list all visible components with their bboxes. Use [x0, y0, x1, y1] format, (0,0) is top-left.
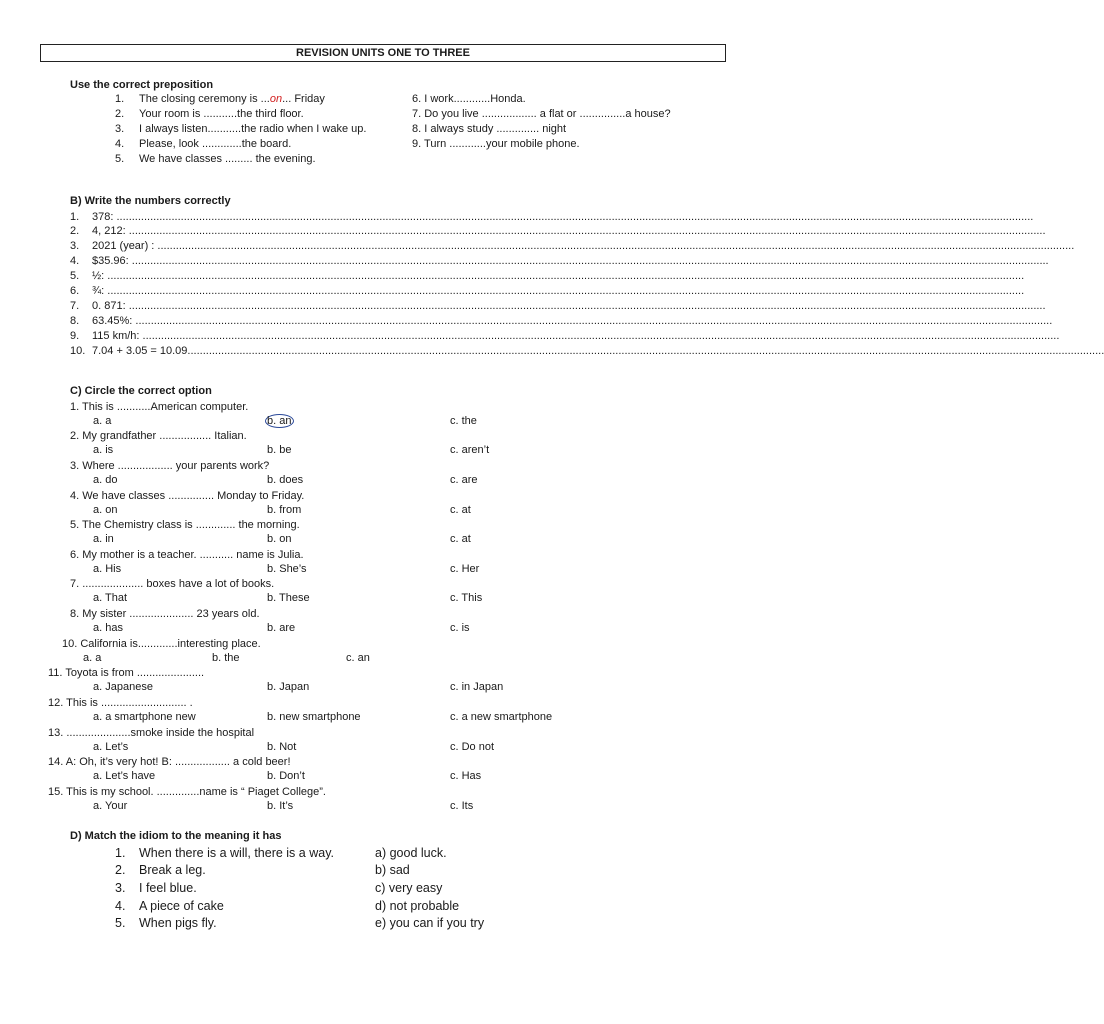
section-a-heading: Use the correct preposition	[70, 79, 214, 91]
meaning-text: c) very easy	[375, 881, 443, 895]
option-a: a. That	[93, 592, 128, 604]
answer-dotted-line: ............................................................................................................................................................................................................................................................................................................	[107, 270, 1025, 282]
number-item-line	[92, 269, 1025, 283]
number-item-text: 115 km/h:	[92, 330, 143, 342]
number-item-line	[92, 224, 1046, 238]
prep-item-4: Please, look .............the board.	[139, 138, 292, 150]
number-item-num: 10.	[70, 345, 86, 357]
option-b: b. does	[267, 474, 304, 486]
option-c: c. are	[450, 474, 478, 486]
number-item-text: 2021 (year) :	[92, 240, 158, 252]
option-c: c. an	[346, 652, 370, 664]
option-b: b. from	[267, 504, 302, 516]
option-b: b. the	[212, 652, 240, 664]
answer-dotted-line: ............................................................................................................................................................................................................................................................................................................	[116, 211, 1034, 223]
option-a: a. a	[93, 415, 112, 427]
option-b: b. are	[267, 622, 296, 634]
number-item-num: 4.	[70, 255, 80, 267]
number-item-text: 63.45%:	[92, 315, 136, 327]
number-item-num: 9.	[70, 330, 80, 342]
prep-item-2-num: 2.	[115, 108, 125, 120]
option-a: a. a	[83, 652, 102, 664]
question-text: 12. This is ............................ .	[48, 697, 193, 709]
option-b: b. Japan	[267, 681, 310, 693]
option-a: a. has	[93, 622, 123, 634]
number-item-num: 2.	[70, 225, 80, 237]
question-text: 1. This is ...........American computer.	[70, 401, 249, 413]
option-c: c. Her	[450, 563, 480, 575]
prep-item-3-num: 3.	[115, 123, 125, 135]
prep-item-8: 8. I always study .............. night	[412, 123, 567, 135]
answer-dotted-line: ............................................................................................................................................................................................................................................................................................................	[107, 285, 1025, 297]
option-b: b. Don’t	[267, 770, 305, 782]
answer-dotted-line: ............................................................................................................................................................................................................................................................................................................	[142, 330, 1060, 342]
meaning-text: d) not probable	[375, 899, 460, 913]
option-c: c. Do not	[450, 741, 495, 753]
idiom-text: A piece of cake	[139, 899, 224, 913]
number-item-text: 378:	[92, 211, 117, 223]
number-item-line	[92, 210, 1034, 224]
answer-dotted-line: ............................................................................................................................................................................................................................................................................................................	[187, 345, 1104, 357]
question-text: 13. .....................smoke inside the hospital	[48, 727, 255, 739]
number-item-num: 7.	[70, 300, 80, 312]
idiom-num: 3.	[115, 881, 126, 895]
idiom-text: When there is a will, there is a way.	[139, 846, 334, 860]
question-text: 2. My grandfather ................. Italian.	[70, 430, 247, 442]
number-item-line	[92, 239, 1075, 253]
prep-item-1-answer: on	[269, 93, 283, 105]
number-item-num: 6.	[70, 285, 80, 297]
number-item-num: 8.	[70, 315, 80, 327]
section-b-heading: B) Write the numbers correctly	[70, 195, 231, 207]
option-a: a. His	[93, 563, 122, 575]
meaning-text: a) good luck.	[375, 846, 447, 860]
number-item-text: ¾:	[92, 285, 108, 297]
prep-item-1	[139, 92, 325, 106]
option-c: c. at	[450, 504, 471, 516]
option-c: c. Has	[450, 770, 482, 782]
option-c: c. the	[450, 415, 477, 427]
option-b: b. an	[267, 415, 292, 427]
meaning-text: e) you can if you try	[375, 916, 485, 930]
question-text: 11. Toyota is from ......................	[48, 667, 205, 679]
section-c-heading: C) Circle the correct option	[70, 385, 212, 397]
number-item-num: 5.	[70, 270, 80, 282]
option-b: b. be	[267, 444, 292, 456]
idiom-num: 1.	[115, 846, 126, 860]
number-item-line	[92, 284, 1025, 298]
option-c: c. in Japan	[450, 681, 504, 693]
option-c: c. Its	[450, 800, 474, 812]
option-b: b. She’s	[267, 563, 307, 575]
number-item-line	[92, 314, 1053, 328]
idiom-text: Break a leg.	[139, 863, 206, 877]
number-item-text: $35.96:	[92, 255, 132, 267]
option-a: a. Your	[93, 800, 128, 812]
question-text: 15. This is my school. ..............name is “ Piaget College”.	[48, 786, 326, 798]
prep-item-2: Your room is ...........the third floor.	[139, 108, 304, 120]
option-a: a. Let’s have	[93, 770, 156, 782]
option-a: a. do	[93, 474, 118, 486]
section-d-heading: D) Match the idiom to the meaning it has	[70, 830, 282, 842]
question-text: 7. .................... boxes have a lot of books.	[70, 578, 275, 590]
option-b: b. These	[267, 592, 310, 604]
option-a: a. a smartphone new	[93, 711, 196, 723]
prep-item-5-num: 5.	[115, 153, 125, 165]
prep-item-4-num: 4.	[115, 138, 125, 150]
number-item-text: 7.04 + 3.05 = 10.09	[92, 345, 188, 357]
question-text: 14. A: Oh, it’s very hot! B: .................. a cold beer!	[48, 756, 291, 768]
question-text: 10. California is.............interesting place.	[62, 638, 261, 650]
answer-dotted-line: ............................................................................................................................................................................................................................................................................................................	[128, 225, 1046, 237]
idiom-num: 4.	[115, 899, 126, 913]
idiom-num: 5.	[115, 916, 126, 930]
number-item-line	[92, 329, 1060, 343]
prep-item-1-after: ... Friday	[282, 93, 325, 105]
number-item-num: 1.	[70, 211, 80, 223]
number-item-text: 0. 871:	[92, 300, 129, 312]
option-b: b. It’s	[267, 800, 294, 812]
question-text: 5. The Chemistry class is ............. the morning.	[70, 519, 300, 531]
idiom-text: I feel blue.	[139, 881, 197, 895]
option-c: c. is	[450, 622, 470, 634]
answer-dotted-line: ............................................................................................................................................................................................................................................................................................................	[131, 255, 1049, 267]
number-item-text: ½:	[92, 270, 108, 282]
prep-item-1-num: 1.	[115, 93, 125, 105]
number-item-num: 3.	[70, 240, 80, 252]
number-item-line	[92, 299, 1046, 313]
idiom-text: When pigs fly.	[139, 916, 217, 930]
option-c: c. at	[450, 533, 471, 545]
option-a: a. Japanese	[93, 681, 153, 693]
option-c: c. aren’t	[450, 444, 490, 456]
meaning-text: b) sad	[375, 863, 410, 877]
option-a: a. on	[93, 504, 118, 516]
option-b: b. new smartphone	[267, 711, 361, 723]
answer-dotted-line: ............................................................................................................................................................................................................................................................................................................	[128, 300, 1046, 312]
prep-item-5: We have classes ......... the evening.	[139, 153, 316, 165]
option-b: b. Not	[267, 741, 297, 753]
idiom-num: 2.	[115, 863, 126, 877]
prep-item-7: 7. Do you live .................. a flat or ...............a house?	[412, 108, 671, 120]
question-text: 6. My mother is a teacher. ........... name is Julia.	[70, 549, 304, 561]
prep-item-3: I always listen...........the radio when I wake up.	[139, 123, 367, 135]
prep-item-6: 6. I work............Honda.	[412, 93, 526, 105]
option-a: a. Let’s	[93, 741, 129, 753]
number-item-line	[92, 254, 1049, 268]
option-b: b. on	[267, 533, 292, 545]
prep-item-9: 9. Turn ............your mobile phone.	[412, 138, 580, 150]
prep-item-1-before: The closing ceremony is ...	[139, 93, 270, 105]
number-item-line	[92, 344, 1104, 358]
question-text: 4. We have classes ............... Monday to Friday.	[70, 490, 305, 502]
answer-dotted-line: ............................................................................................................................................................................................................................................................................................................	[157, 240, 1075, 252]
number-item-text: 4, 212:	[92, 225, 129, 237]
option-c: c. This	[450, 592, 483, 604]
question-text: 3. Where .................. your parents work?	[70, 460, 270, 472]
option-a: a. is	[93, 444, 114, 456]
question-text: 8. My sister ..................... 23 years old.	[70, 608, 260, 620]
answer-dotted-line: ............................................................................................................................................................................................................................................................................................................	[135, 315, 1053, 327]
option-c: c. a new smartphone	[450, 711, 553, 723]
worksheet-title: REVISION UNITS ONE TO THREE	[40, 44, 726, 62]
option-a: a. in	[93, 533, 114, 545]
